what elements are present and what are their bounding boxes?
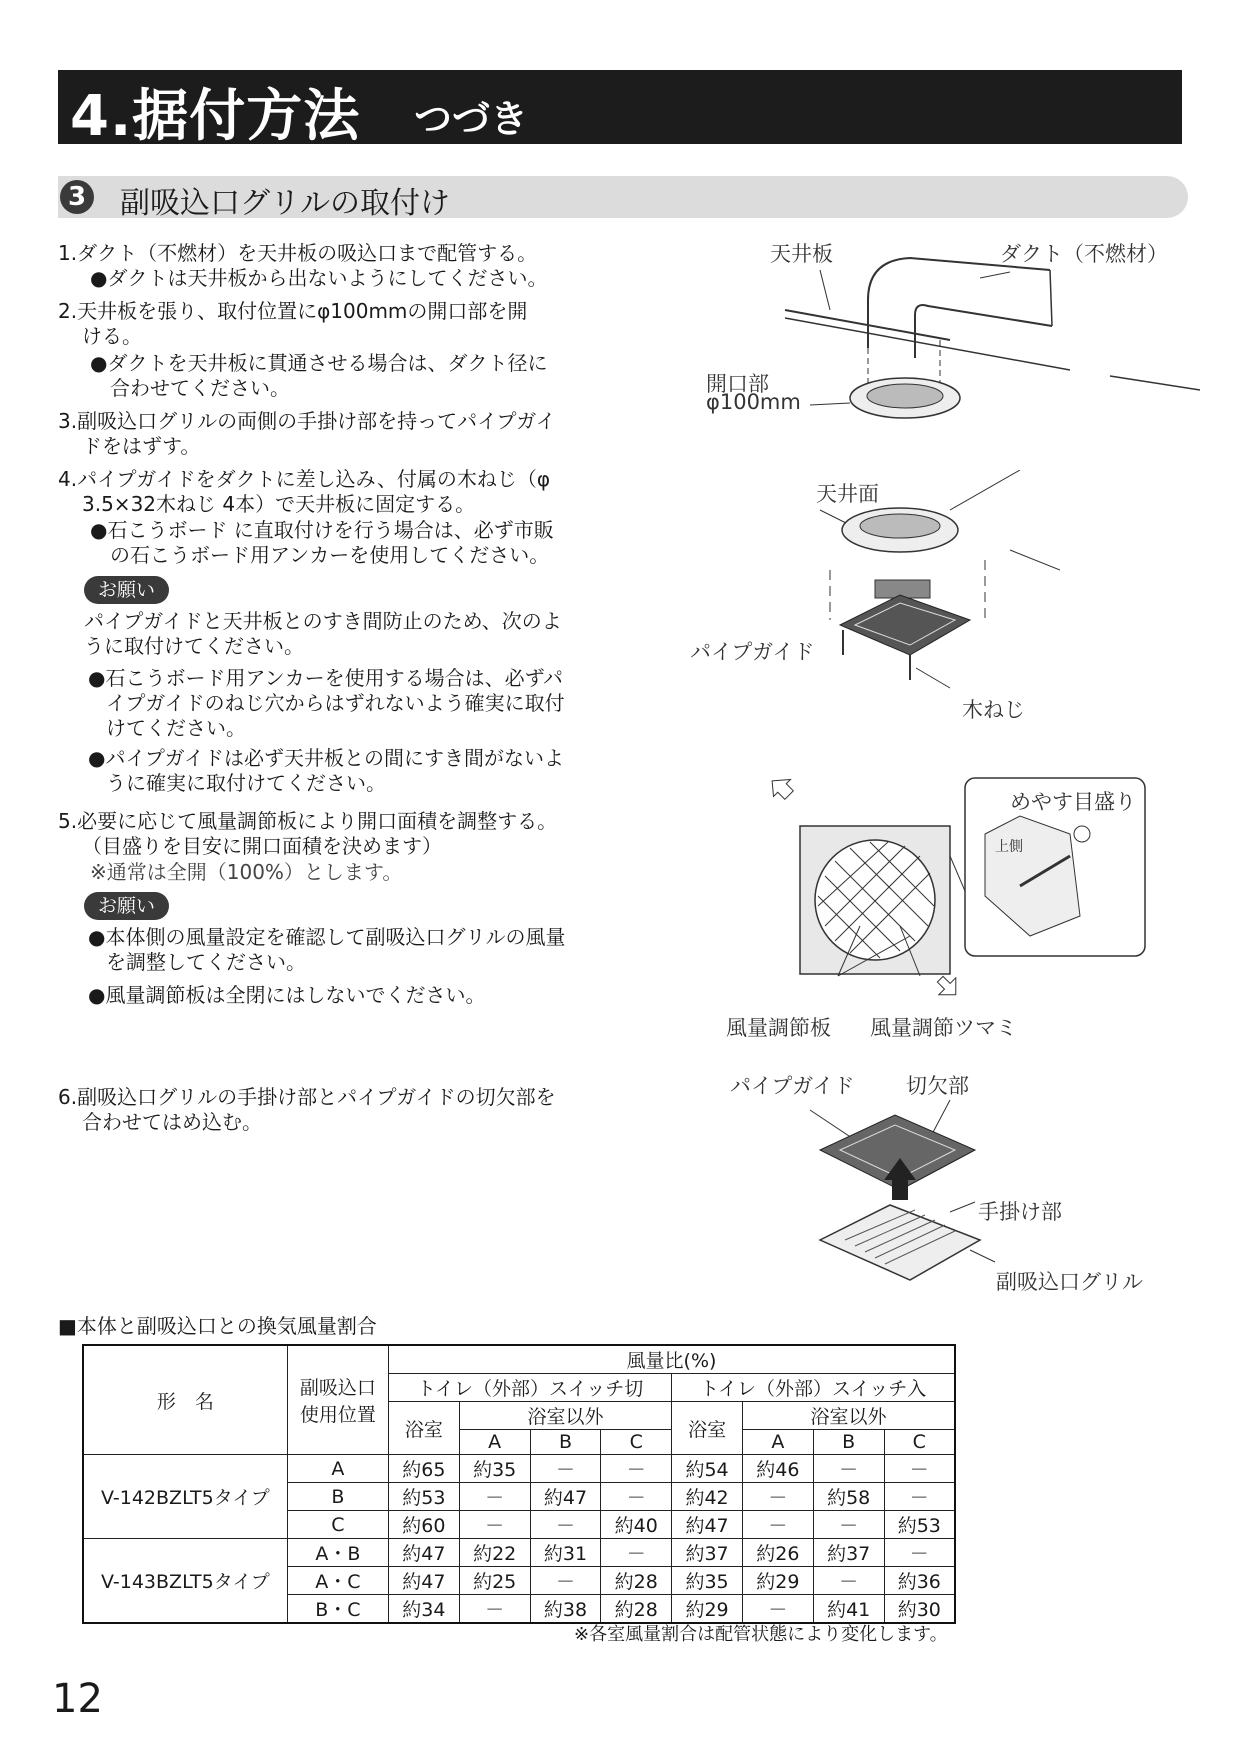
ratio-cell: － (813, 1567, 884, 1595)
ratio-cell: 約53 (884, 1511, 955, 1539)
position-cell: B・C (287, 1595, 388, 1624)
ratio-cell: 約42 (672, 1483, 743, 1511)
label-wood-screw: 木ねじ (962, 698, 1025, 722)
grille-figure (800, 1090, 1020, 1300)
ratio-cell: － (530, 1567, 601, 1595)
ratio-cell: 約47 (672, 1511, 743, 1539)
ratio-cell: 約47 (388, 1539, 459, 1567)
ratio-cell: － (884, 1455, 955, 1483)
position-cell: B (287, 1483, 388, 1511)
ratio-cell: － (742, 1483, 813, 1511)
header-b-on: B (813, 1430, 884, 1455)
ratio-cell: － (742, 1595, 813, 1624)
page-title: 4.据付方法 (70, 84, 361, 149)
ratio-cell: 約41 (813, 1595, 884, 1624)
request-1-text-cont: うに取付けてください。 (84, 634, 304, 658)
header-other-on: 浴室以外 (742, 1402, 955, 1430)
header-a-off: A (459, 1430, 530, 1455)
table-row (83, 1539, 955, 1567)
request-1-bullet-1-cont: イプガイドのねじ穴からはずれないよう確実に取付 (106, 691, 565, 715)
label-ceiling-surface: 天井面 (816, 482, 879, 506)
step-2-cont: ける。 (82, 324, 142, 348)
label-opening: 開口部 (706, 372, 769, 396)
ratio-cell: 約28 (601, 1595, 672, 1624)
ratio-cell: 約29 (742, 1567, 813, 1595)
airflow-table (82, 1344, 956, 1624)
header-position (287, 1345, 388, 1455)
label-mark-top: 上側 (995, 839, 1023, 855)
ratio-cell: － (459, 1483, 530, 1511)
label-handle: 手掛け部 (978, 1200, 1062, 1224)
ratio-cell: 約37 (813, 1539, 884, 1567)
label-scale-guide: めやす目盛り (1010, 790, 1136, 814)
label-duct: ダクト（不燃材） (1000, 242, 1168, 266)
ratio-cell: 約34 (388, 1595, 459, 1624)
ratio-cell: － (530, 1455, 601, 1483)
page-number: 12 (52, 1676, 103, 1722)
request-1-bullet-1-cont2: けてください。 (106, 716, 246, 740)
model-cell: V-142BZLT5タイプ (83, 1455, 287, 1539)
step-3: 3.副吸込口グリルの両側の手掛け部を持ってパイプガイ (58, 409, 556, 433)
step-6-cont: 合わせてはめ込む。 (82, 1110, 262, 1134)
step-2-note: ●ダクトを天井板に貫通させる場合は、ダクト径に (90, 351, 548, 375)
step-2-note-cont: 合わせてください。 (110, 376, 290, 400)
section-title: 副吸込口グリルの取付け (120, 186, 450, 221)
ratio-cell: － (884, 1483, 955, 1511)
ratio-cell: 約60 (388, 1511, 459, 1539)
ratio-cell: － (459, 1595, 530, 1624)
label-opening-size: φ100mm (706, 390, 801, 414)
header-b-off: B (530, 1430, 601, 1455)
step-4-note: ●石こうボード に直取付けを行う場合は、必ず市販 (90, 518, 554, 542)
ratio-cell: － (601, 1483, 672, 1511)
position-cell: C (287, 1511, 388, 1539)
ratio-cell: 約22 (459, 1539, 530, 1567)
ratio-cell: 約29 (672, 1595, 743, 1624)
table-footnote: ※各室風量割合は配管状態により変化します。 (574, 1624, 948, 1645)
ratio-cell: 約25 (459, 1567, 530, 1595)
ratio-cell: － (884, 1539, 955, 1567)
step-6: 6.副吸込口グリルの手掛け部とパイプガイドの切欠部を (58, 1085, 556, 1109)
ratio-cell: 約47 (530, 1483, 601, 1511)
header-c-off: C (601, 1430, 672, 1455)
request-badge-2: お願い (84, 892, 169, 920)
step-5: 5.必要に応じて風量調節板により開口面積を調整する。 (58, 809, 558, 833)
step-4-cont: 3.5×32木ねじ 4本）で天井板に固定する。 (82, 492, 476, 516)
ratio-cell: 約30 (884, 1595, 955, 1624)
position-cell: A (287, 1455, 388, 1483)
step-5-note: ※通常は全開（100%）とします。 (90, 860, 403, 884)
header-a-on: A (742, 1430, 813, 1455)
ratio-cell: 約26 (742, 1539, 813, 1567)
ratio-cell: 約31 (530, 1539, 601, 1567)
request-2-bullet-2: ●風量調節板は全閉にはしないでください。 (88, 983, 486, 1007)
header-ratio: 風量比(%) (388, 1345, 955, 1374)
ratio-cell: 約28 (601, 1567, 672, 1595)
request-2-bullet-1: ●本体側の風量設定を確認して副吸込口グリルの風量 (88, 925, 566, 949)
header-position-line1: 副吸込口 (299, 1377, 376, 1399)
ratio-cell: 約36 (884, 1567, 955, 1595)
ratio-cell: － (601, 1455, 672, 1483)
ratio-cell: 約38 (530, 1595, 601, 1624)
model-cell: V-143BZLT5タイプ (83, 1539, 287, 1624)
table-title: ■本体と副吸込口との換気風量割合 (58, 1314, 377, 1338)
step-5-cont: （目盛りを目安に開口面積を決めます） (82, 834, 442, 858)
section-header (58, 176, 1188, 221)
ratio-cell: － (601, 1539, 672, 1567)
position-cell: A・B (287, 1539, 388, 1567)
request-badge-1: お願い (84, 576, 169, 604)
section-number: 3 (60, 180, 94, 214)
request-1-bullet-2-cont: うに確実に取付けてください。 (106, 771, 386, 795)
page-header (58, 70, 1182, 149)
header-bath-off: 浴室 (388, 1402, 459, 1455)
step-4: 4.パイプガイドをダクトに差し込み、付属の木ねじ（φ (58, 467, 551, 491)
ratio-cell: 約40 (601, 1511, 672, 1539)
page-subtitle: つづき (414, 97, 529, 141)
request-1-bullet-1: ●石こうボード用アンカーを使用する場合は、必ずパ (88, 666, 564, 690)
step-1-note: ●ダクトは天井板から出ないようにしてください。 (90, 266, 548, 290)
ratio-cell: 約37 (672, 1539, 743, 1567)
label-pipe-guide: パイプガイド (690, 640, 815, 664)
header-position-line2: 使用位置 (299, 1404, 376, 1426)
label-damper-knob: 風量調節ツマミ (870, 1016, 1017, 1040)
ratio-cell: － (813, 1511, 884, 1539)
header-other-off: 浴室以外 (459, 1402, 671, 1430)
header-bath-on: 浴室 (672, 1402, 743, 1455)
label-notch: 切欠部 (906, 1074, 969, 1098)
step-1: 1.ダクト（不燃材）を天井板の吸込口まで配管する。 (58, 241, 538, 265)
ratio-cell: 約65 (388, 1455, 459, 1483)
ratio-cell: 約58 (813, 1483, 884, 1511)
header-model: 形 名 (83, 1345, 287, 1455)
header-switch-off: トイレ（外部）スイッチ切 (388, 1374, 671, 1402)
label-damper-plate: 風量調節板 (726, 1016, 831, 1040)
table-row (83, 1455, 955, 1483)
request-2-bullet-1-cont: を調整してください。 (106, 950, 306, 974)
request-1-text: パイプガイドと天井板とのすき間防止のため、次のよ (84, 609, 562, 633)
ratio-cell: 約47 (388, 1567, 459, 1595)
header-c-on: C (884, 1430, 955, 1455)
step-4-note-cont: の石こうボード用アンカーを使用してください。 (110, 543, 550, 567)
ratio-cell: － (530, 1511, 601, 1539)
label-pipe-guide-2: パイプガイド (730, 1074, 855, 1098)
label-ceiling-board: 天井板 (770, 242, 833, 266)
header-switch-on: トイレ（外部）スイッチ入 (672, 1374, 955, 1402)
ratio-cell: 約35 (672, 1567, 743, 1595)
ratio-cell: － (813, 1455, 884, 1483)
ratio-cell: － (459, 1511, 530, 1539)
ratio-cell: 約53 (388, 1483, 459, 1511)
label-grille: 副吸込口グリル (996, 1270, 1143, 1294)
ratio-cell: 約35 (459, 1455, 530, 1483)
step-3-cont: ドをはずす。 (82, 434, 201, 458)
step-2: 2.天井板を張り、取付位置にφ100mmの開口部を開 (58, 299, 528, 323)
ratio-cell: 約54 (672, 1455, 743, 1483)
ratio-cell: 約46 (742, 1455, 813, 1483)
position-cell: A・C (287, 1567, 388, 1595)
ratio-cell: － (742, 1511, 813, 1539)
request-1-bullet-2: ●パイプガイドは必ず天井板との間にすき間がないよ (88, 746, 565, 770)
